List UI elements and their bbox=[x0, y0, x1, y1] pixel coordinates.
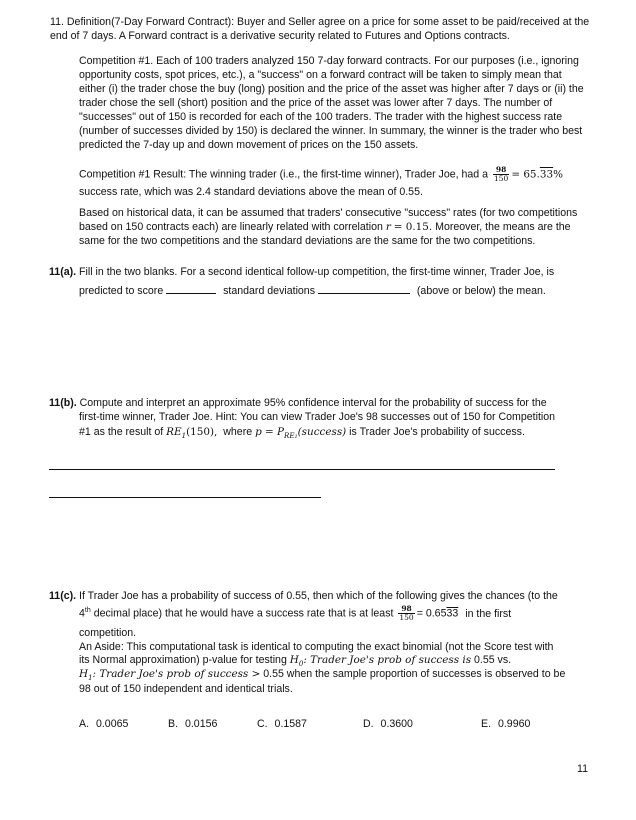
re-argument: (150), bbox=[186, 426, 218, 438]
h0-value: 0.55 vs. bbox=[473, 654, 512, 666]
question-11c-line2 bbox=[79, 604, 599, 622]
question-11b-label: 11(b). bbox=[49, 397, 77, 409]
question-11b-text-2: first-time winner, Trader Joe. Hint: You can view Trader Joe's 98 successes out of 150 for Competition bbox=[79, 411, 556, 423]
re-symbol bbox=[166, 426, 218, 441]
result-value: = 65. bbox=[511, 168, 540, 181]
question-11c-text-3: competition. bbox=[79, 627, 137, 639]
choice-letter: E. bbox=[481, 718, 492, 730]
question-11-heading bbox=[50, 15, 595, 43]
choice-letter: A. bbox=[79, 718, 90, 730]
question-11b-text-3c: is Trader Joe's probability of success. bbox=[349, 426, 525, 438]
definition-text: Definition(7-Day Forward Contract): Buyer and Seller agree on a price for some asset to be paid/received at the end of 7 days. A Forward contract is a derivative security related to Futures and Options contracts. bbox=[50, 16, 590, 42]
question-11b bbox=[49, 396, 594, 410]
historical-text-post: Moreover, the means are the same for the two competitions and the standard deviations are the same for the two competitions. bbox=[79, 221, 571, 247]
choice-d[interactable] bbox=[363, 717, 413, 731]
answer-line-1[interactable] bbox=[49, 469, 555, 470]
question-11c-text-2d: in the first bbox=[465, 607, 512, 620]
competition-1-result bbox=[79, 166, 591, 183]
re-subscript: 1 bbox=[181, 432, 187, 441]
choice-value: 0.1587 bbox=[274, 718, 307, 730]
threshold-value: = 0.65 bbox=[416, 607, 447, 620]
choice-value: 0.3600 bbox=[380, 718, 413, 730]
aside-line-1: An Aside: This computational task is identical to computing the exact binomial (not the Score test with bbox=[79, 641, 554, 653]
choice-value: 0.0156 bbox=[184, 718, 218, 730]
h0-letter: H bbox=[289, 654, 299, 666]
fraction-denominator: 150 bbox=[493, 174, 509, 183]
p-subscript-index: 1 bbox=[294, 434, 298, 441]
p-argument: (success) bbox=[297, 426, 347, 438]
choice-a[interactable] bbox=[79, 717, 128, 731]
fourth-superscript: th bbox=[84, 607, 91, 614]
question-11b-text-3a: #1 as the result of bbox=[79, 426, 164, 438]
question-11b-text-1: Compute and interpret an approximate 95% confidence interval for the probability of success for the bbox=[79, 397, 547, 409]
question-11c-text-2b: decimal place) that he would have a success rate that is at least bbox=[93, 607, 394, 620]
h1-subscript: 1 bbox=[88, 674, 93, 683]
p-definition bbox=[255, 426, 347, 441]
h1-post: 0.55 when the sample proportion of successes is observed to be bbox=[263, 668, 566, 680]
blank-direction[interactable] bbox=[318, 283, 410, 294]
blank-score[interactable] bbox=[166, 283, 216, 294]
null-hypothesis bbox=[289, 654, 472, 669]
question-11a-line2 bbox=[79, 283, 599, 298]
p-subscript: RE bbox=[284, 432, 295, 441]
h0-text: : Trader Joe's prob of success is bbox=[303, 654, 472, 666]
result-percent: % bbox=[553, 168, 563, 181]
threshold-fraction bbox=[398, 605, 414, 622]
choice-b[interactable] bbox=[168, 717, 217, 731]
answer-line-2[interactable] bbox=[49, 497, 321, 498]
historical-text: Based on historical data, it can be assumed that traders' consecutive "success" rates (for two competitions based on 150 contracts each) are linearly related with correlation bbox=[79, 207, 578, 233]
page-number: 11 bbox=[577, 763, 588, 775]
threshold-repeat-digits: 33 bbox=[446, 607, 459, 620]
question-11a bbox=[49, 265, 594, 279]
result-fraction bbox=[493, 166, 509, 183]
question-11a-text-a: predicted to score bbox=[79, 285, 164, 297]
choice-c[interactable] bbox=[257, 717, 307, 731]
correlation-value: = 0.15. bbox=[393, 221, 433, 233]
historical-paragraph bbox=[79, 206, 594, 248]
choice-value: 0.9960 bbox=[497, 718, 531, 730]
choice-value: 0.0065 bbox=[95, 718, 129, 730]
choice-letter: C. bbox=[257, 718, 268, 730]
result-text-post: success rate, which was 2.4 standard deviations above the mean of 0.55. bbox=[79, 186, 423, 198]
aside-line-4: 98 out of 150 independent and identical trials. bbox=[79, 683, 293, 695]
question-11a-text-b: standard deviations bbox=[223, 285, 315, 297]
aside-text-2: its Normal approximation) p-value for testing bbox=[79, 654, 287, 666]
threshold-numerator: 98 bbox=[398, 605, 414, 614]
fraction-numerator: 98 bbox=[493, 166, 509, 175]
re-letters: RE bbox=[166, 426, 182, 438]
question-11b-text-3b: where bbox=[223, 426, 253, 438]
question-11a-text-c: (above or below) the mean. bbox=[416, 285, 546, 297]
correlation-symbol: r bbox=[385, 221, 391, 233]
question-11a-text: Fill in the two blanks. For a second identical follow-up competition, the first-time winner, Trader Joe, is bbox=[79, 266, 555, 278]
fourth-digit: 4 bbox=[79, 607, 85, 620]
question-11c bbox=[49, 589, 594, 603]
question-11c-label: 11(c). bbox=[49, 590, 77, 602]
alt-hypothesis bbox=[79, 668, 261, 683]
question-11c-text-1: If Trader Joe has a probability of success of 0.55, then which of the following gives the chances (to the bbox=[79, 590, 558, 602]
h1-letter: H bbox=[79, 668, 89, 680]
choice-letter: B. bbox=[168, 718, 179, 730]
question-number: 11. bbox=[50, 16, 64, 28]
h0-subscript: 0 bbox=[298, 660, 304, 669]
h1-text: : Trader Joe's prob of success > bbox=[92, 668, 261, 680]
result-repeat-digits: 33 bbox=[539, 168, 554, 181]
threshold-denominator: 150 bbox=[399, 613, 414, 623]
question-11a-label: 11(a). bbox=[49, 266, 77, 278]
choice-letter: D. bbox=[363, 718, 374, 730]
p-equals: p = P bbox=[255, 426, 285, 438]
competition-1-paragraph: Competition #1. Each of 100 traders analyzed 150 7-day forward contracts. For our purposes (i.e., ignoring opportunity costs, spot prices, etc.), a "success" on a forward contract will be taken to simply mean that either (i) the trader chose the buy (long) position and the price of the asset was higher after 7 days or (ii) the trader chose the sell (short) position and the price of the asset was lower after 7 days. The number of "successes" out of 150 is recorded for each of the 100 traders. The trader with the highest success rate (number of successes divided by 150) is declared the winner. In summary, the winner is the trader who best predicted the 7-day up and down movement of prices on the 150 assets. bbox=[79, 55, 584, 151]
result-text-pre: Competition #1 Result: The winning trader (i.e., the first-time winner), Trader Joe, had a bbox=[79, 168, 489, 181]
choice-e[interactable] bbox=[481, 717, 530, 731]
question-11b-line3 bbox=[79, 425, 599, 444]
